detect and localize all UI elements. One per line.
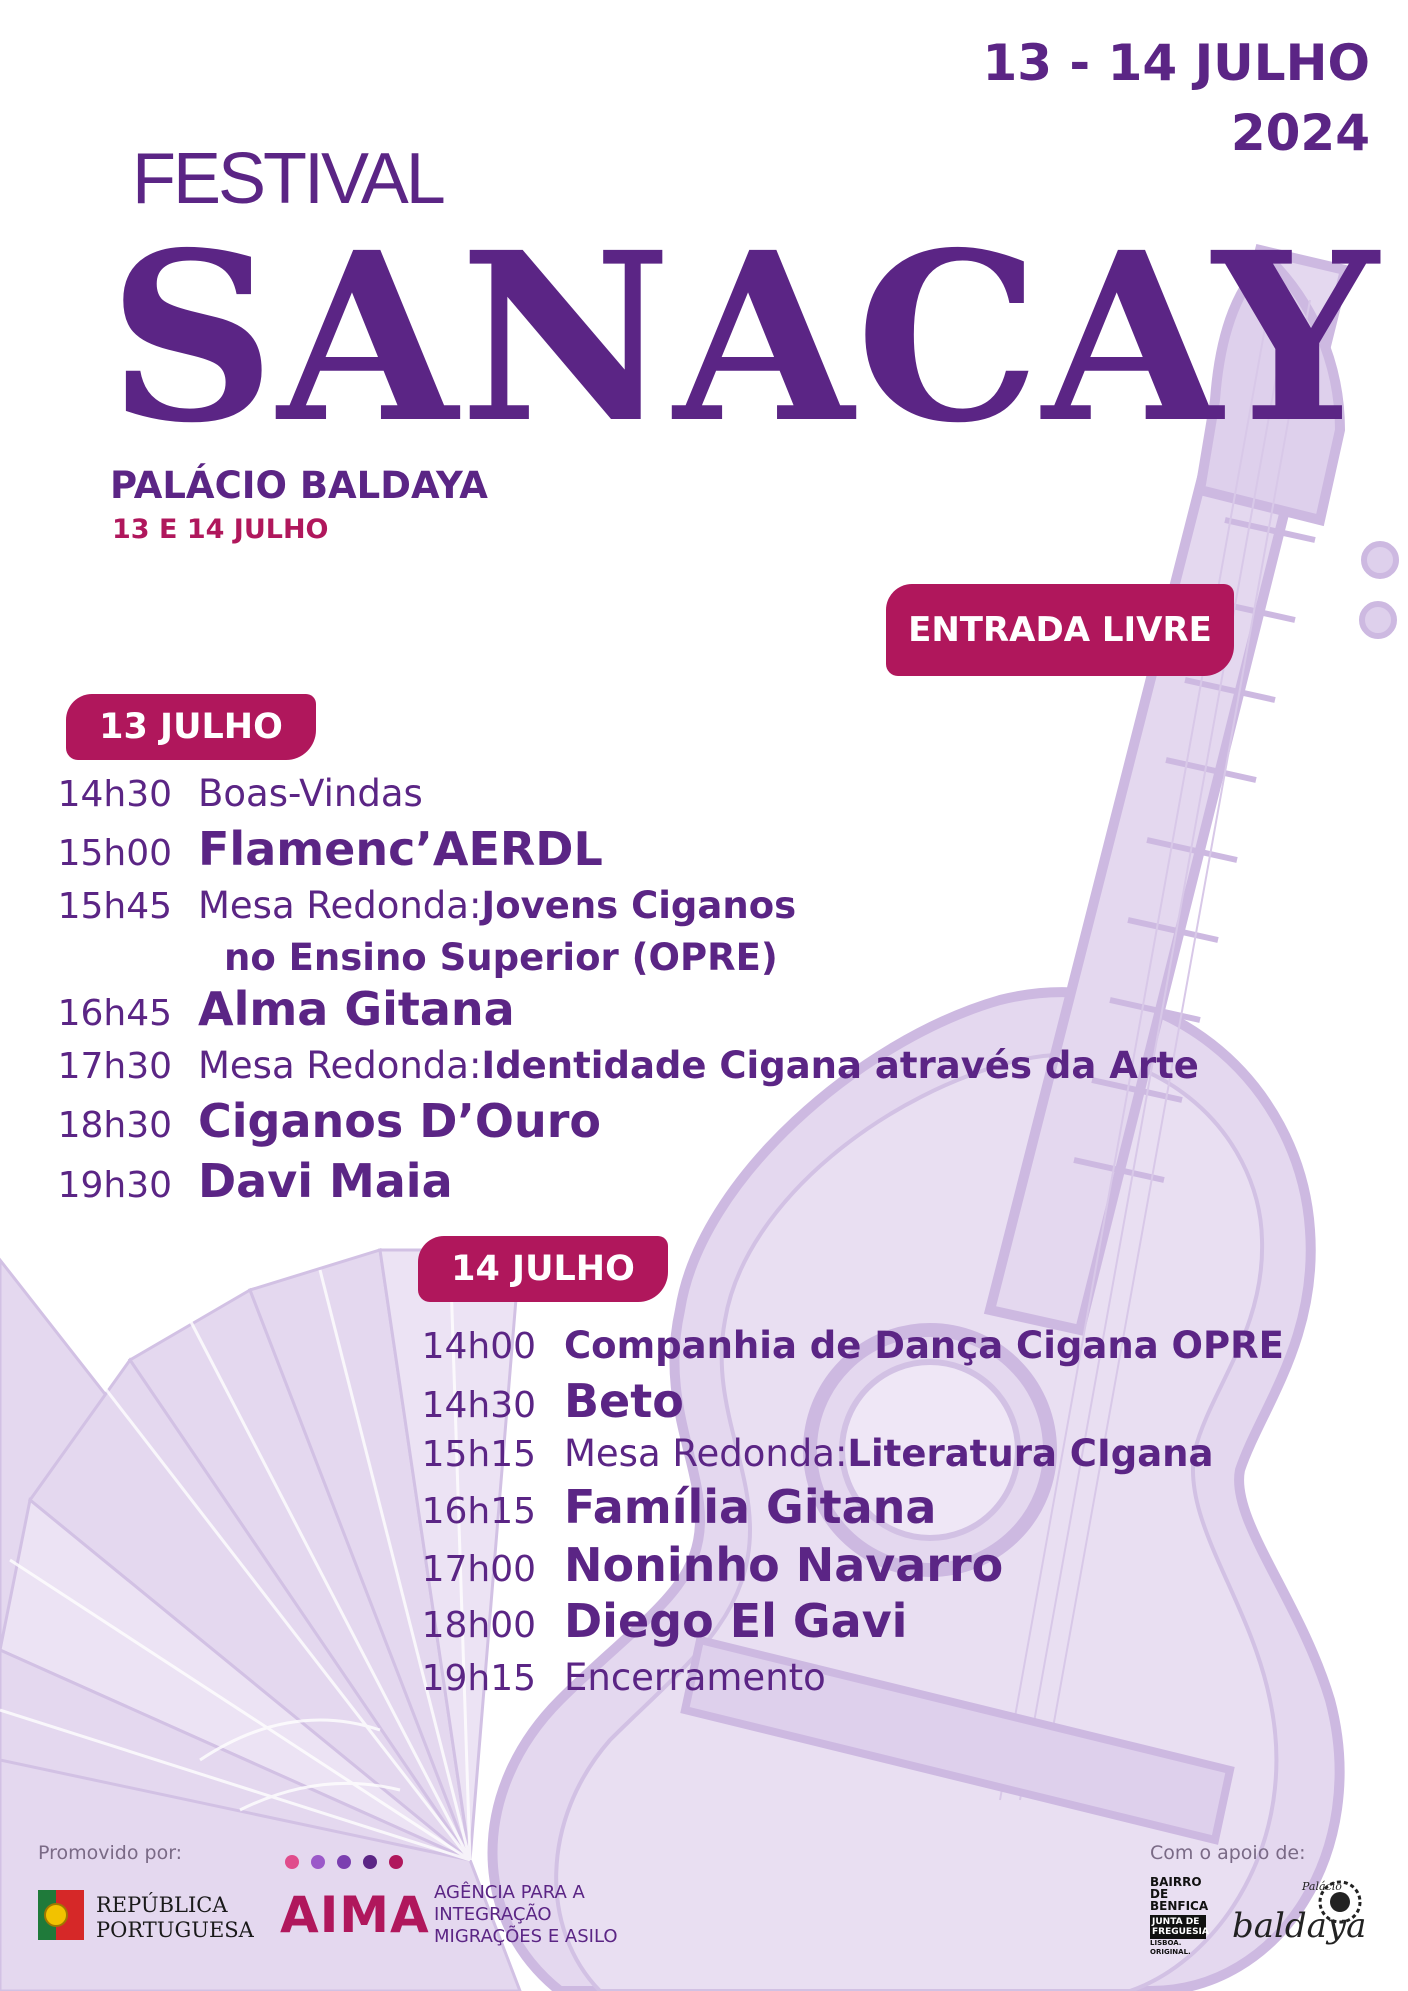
schedule-event: Alma Gitana xyxy=(198,982,515,1036)
event-dates-top xyxy=(982,28,1370,168)
schedule-event: Jovens Ciganos xyxy=(481,884,797,927)
schedule-row xyxy=(386,1374,684,1428)
event-dates-line: 13 - 14 JULHO xyxy=(982,34,1370,92)
schedule-time: 15h00 xyxy=(57,833,172,874)
republica-portuguesa-logo xyxy=(96,1893,254,1943)
bairro-line: BENFICA xyxy=(1150,1899,1209,1913)
schedule-event: Boas-Vindas xyxy=(198,772,423,815)
baldaya-logo: baldaya xyxy=(1232,1906,1367,1946)
guitar-illustration xyxy=(493,250,1397,1991)
aima-description xyxy=(434,1882,618,1948)
schedule-event: Companhia de Dança Cigana OPRE xyxy=(564,1324,1284,1367)
schedule-time: 15h45 xyxy=(57,886,172,927)
aima-logo: AIMA xyxy=(280,1886,430,1944)
bairro-line: BAIRRO xyxy=(1150,1875,1202,1889)
schedule-event: Noninho Navarro xyxy=(564,1538,1004,1592)
schedule-row xyxy=(386,1324,1284,1367)
schedule-time: 14h30 xyxy=(421,1385,536,1426)
schedule-event-prefix: Mesa Redonda: xyxy=(564,1432,848,1475)
aima-line: MIGRAÇÕES E ASILO xyxy=(434,1926,618,1947)
support-label: Com o apoio de: xyxy=(1150,1842,1306,1864)
day1-label: 13 JULHO xyxy=(66,694,316,760)
schedule-time: 16h45 xyxy=(57,993,172,1034)
schedule-row xyxy=(386,1538,1003,1592)
schedule-event-continuation: no Ensino Superior (OPRE) xyxy=(224,936,778,979)
schedule-event-prefix: Mesa Redonda: xyxy=(198,884,482,927)
bairro-line: DE xyxy=(1150,1887,1169,1901)
bairro-sub: JUNTA DE FREGUESIA xyxy=(1152,1917,1209,1937)
venue-name: PALÁCIO BALDAYA xyxy=(110,464,488,507)
schedule-row xyxy=(40,1044,1199,1087)
aima-line: AGÊNCIA PARA A xyxy=(434,1882,585,1903)
schedule-time: 14h00 xyxy=(421,1326,536,1367)
schedule-time: 19h15 xyxy=(421,1658,536,1699)
schedule-row xyxy=(40,822,603,876)
schedule-row xyxy=(40,982,515,1036)
portugal-flag-icon xyxy=(38,1886,84,1944)
schedule-event: Encerramento xyxy=(564,1656,826,1699)
schedule-time: 19h30 xyxy=(57,1165,172,1206)
schedule-row xyxy=(386,1432,1213,1475)
portuguesa-line: PORTUGUESA xyxy=(96,1918,254,1942)
schedule-time: 17h30 xyxy=(57,1046,172,1087)
schedule-row xyxy=(386,1594,907,1648)
palacio-small-label: Palácio xyxy=(1302,1880,1342,1893)
schedule-event-prefix: Mesa Redonda: xyxy=(198,1044,482,1087)
schedule-event: Identidade Cigana através da Arte xyxy=(481,1044,1199,1087)
day2-label: 14 JULHO xyxy=(418,1236,668,1302)
schedule-time: 15h15 xyxy=(421,1434,536,1475)
schedule-event: Flamenc’AERDL xyxy=(198,822,603,876)
schedule-row-continuation xyxy=(224,936,778,979)
schedule-time: 17h00 xyxy=(421,1549,536,1590)
schedule-row xyxy=(40,772,423,815)
schedule-event: Davi Maia xyxy=(198,1154,453,1208)
schedule-time: 14h30 xyxy=(57,774,172,815)
schedule-time: 18h30 xyxy=(57,1105,172,1146)
bairro-benfica-logo xyxy=(1150,1875,1209,1957)
promoted-by-label: Promovido por: xyxy=(38,1842,183,1864)
schedule-row xyxy=(40,1154,453,1208)
aima-line: INTEGRAÇÃO xyxy=(434,1904,552,1925)
schedule-event: Diego El Gavi xyxy=(564,1594,908,1648)
festival-title: SANACAY xyxy=(108,201,1381,474)
event-year: 2024 xyxy=(1230,104,1370,162)
aima-dots-icon xyxy=(282,1852,412,1872)
bairro-tag: LISBOA. ORIGINAL. xyxy=(1150,1939,1191,1956)
schedule-row xyxy=(386,1656,826,1699)
schedule-event: Literatura CIgana xyxy=(847,1432,1214,1475)
schedule-row xyxy=(40,1094,601,1148)
schedule-time: 16h15 xyxy=(421,1491,536,1532)
schedule-time: 18h00 xyxy=(421,1605,536,1646)
schedule-event: Beto xyxy=(564,1374,684,1428)
free-entry-badge: ENTRADA LIVRE xyxy=(886,584,1234,676)
schedule-event: Família Gitana xyxy=(564,1480,937,1534)
festival-label: FESTIVAL xyxy=(132,139,443,219)
schedule-row xyxy=(386,1480,936,1534)
schedule-event: Ciganos D’Ouro xyxy=(198,1094,602,1148)
venue-dates: 13 E 14 JULHO xyxy=(112,514,329,545)
schedule-row xyxy=(40,884,796,927)
republica-line: REPÚBLICA xyxy=(96,1893,228,1917)
